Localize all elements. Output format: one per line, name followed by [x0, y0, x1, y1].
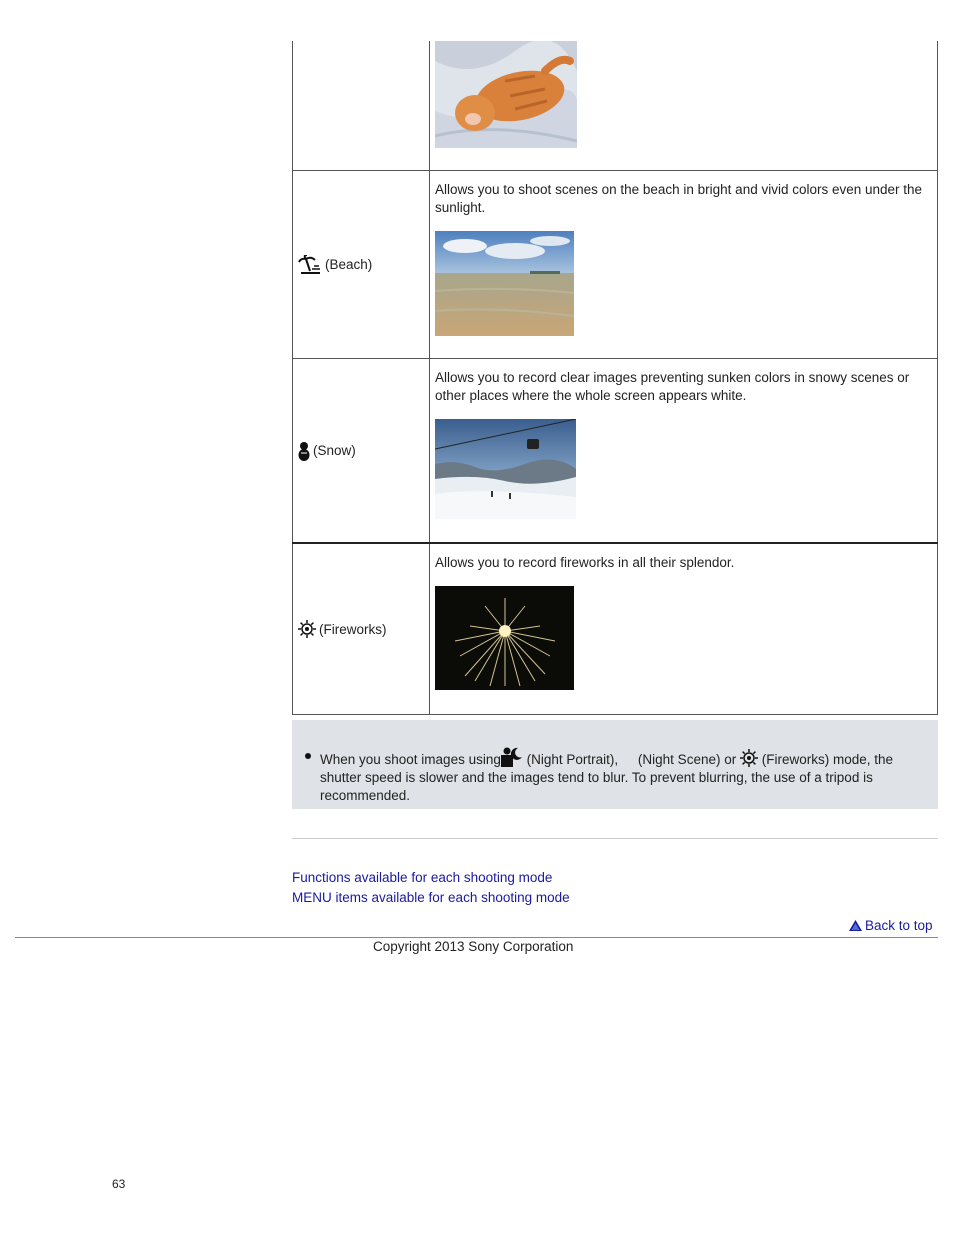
up-triangle-icon	[849, 920, 862, 931]
page-number: 63	[112, 1177, 126, 1191]
back-to-top-label[interactable]: Back to top	[865, 918, 933, 933]
fireworks-icon	[298, 620, 316, 638]
fireworks-photo	[435, 586, 574, 690]
divider	[292, 838, 938, 839]
snow-photo	[435, 419, 576, 519]
beach-icon	[298, 255, 322, 275]
mode-description-cell	[430, 171, 938, 359]
mode-label-cell	[293, 171, 430, 359]
mode-label-cell	[293, 359, 430, 544]
note-text	[320, 747, 920, 805]
mode-label: (Beach)	[325, 257, 373, 272]
note-text-part: (Night Portrait),	[526, 752, 619, 767]
mode-description: Allows you to record fireworks in all their splendor.	[435, 555, 735, 570]
note-text-part: (Fireworks) mode, the shutter speed is slower and the images tend to blur. To prevent blurring, the use of a tripod is recommended.	[320, 752, 894, 803]
mode-description-cell	[430, 359, 938, 544]
footer-divider	[15, 937, 938, 938]
table-row	[293, 41, 938, 171]
mode-label-cell	[293, 41, 430, 171]
note-text-part: (Night Scene) or	[637, 752, 737, 767]
mode-label: (Snow)	[313, 443, 356, 458]
mode-description: Allows you to shoot scenes on the beach in bright and vivid colors even under the sunlight.	[435, 182, 923, 215]
night-portrait-icon	[501, 747, 523, 767]
beach-photo	[435, 231, 574, 336]
sleeping-cat-photo	[435, 41, 577, 148]
mode-label: (Fireworks)	[319, 621, 387, 637]
link-functions-available[interactable]: Functions available for each shooting mode	[292, 870, 553, 885]
related-links	[292, 868, 570, 908]
copyright: Copyright 2013 Sony Corporation	[373, 939, 574, 954]
mode-description: Allows you to record clear images preventing sunken colors in snowy scenes or other places where the whole screen appears white.	[435, 370, 910, 403]
table-row	[293, 171, 938, 359]
back-to-top-link[interactable]	[849, 918, 933, 933]
link-menu-items-available[interactable]: MENU items available for each shooting mode	[292, 890, 570, 905]
night-scene-icon	[618, 747, 634, 767]
mode-description-cell	[430, 41, 938, 171]
note-text-part: When you shoot images using	[320, 752, 501, 767]
bullet	[305, 753, 311, 759]
snow-icon	[298, 441, 310, 461]
table-row	[293, 543, 938, 715]
fireworks-icon	[740, 749, 758, 767]
note-box	[292, 720, 938, 809]
mode-description-cell	[430, 543, 938, 715]
mode-label-cell	[293, 543, 430, 715]
shooting-mode-table	[292, 41, 938, 715]
table-row	[293, 359, 938, 544]
